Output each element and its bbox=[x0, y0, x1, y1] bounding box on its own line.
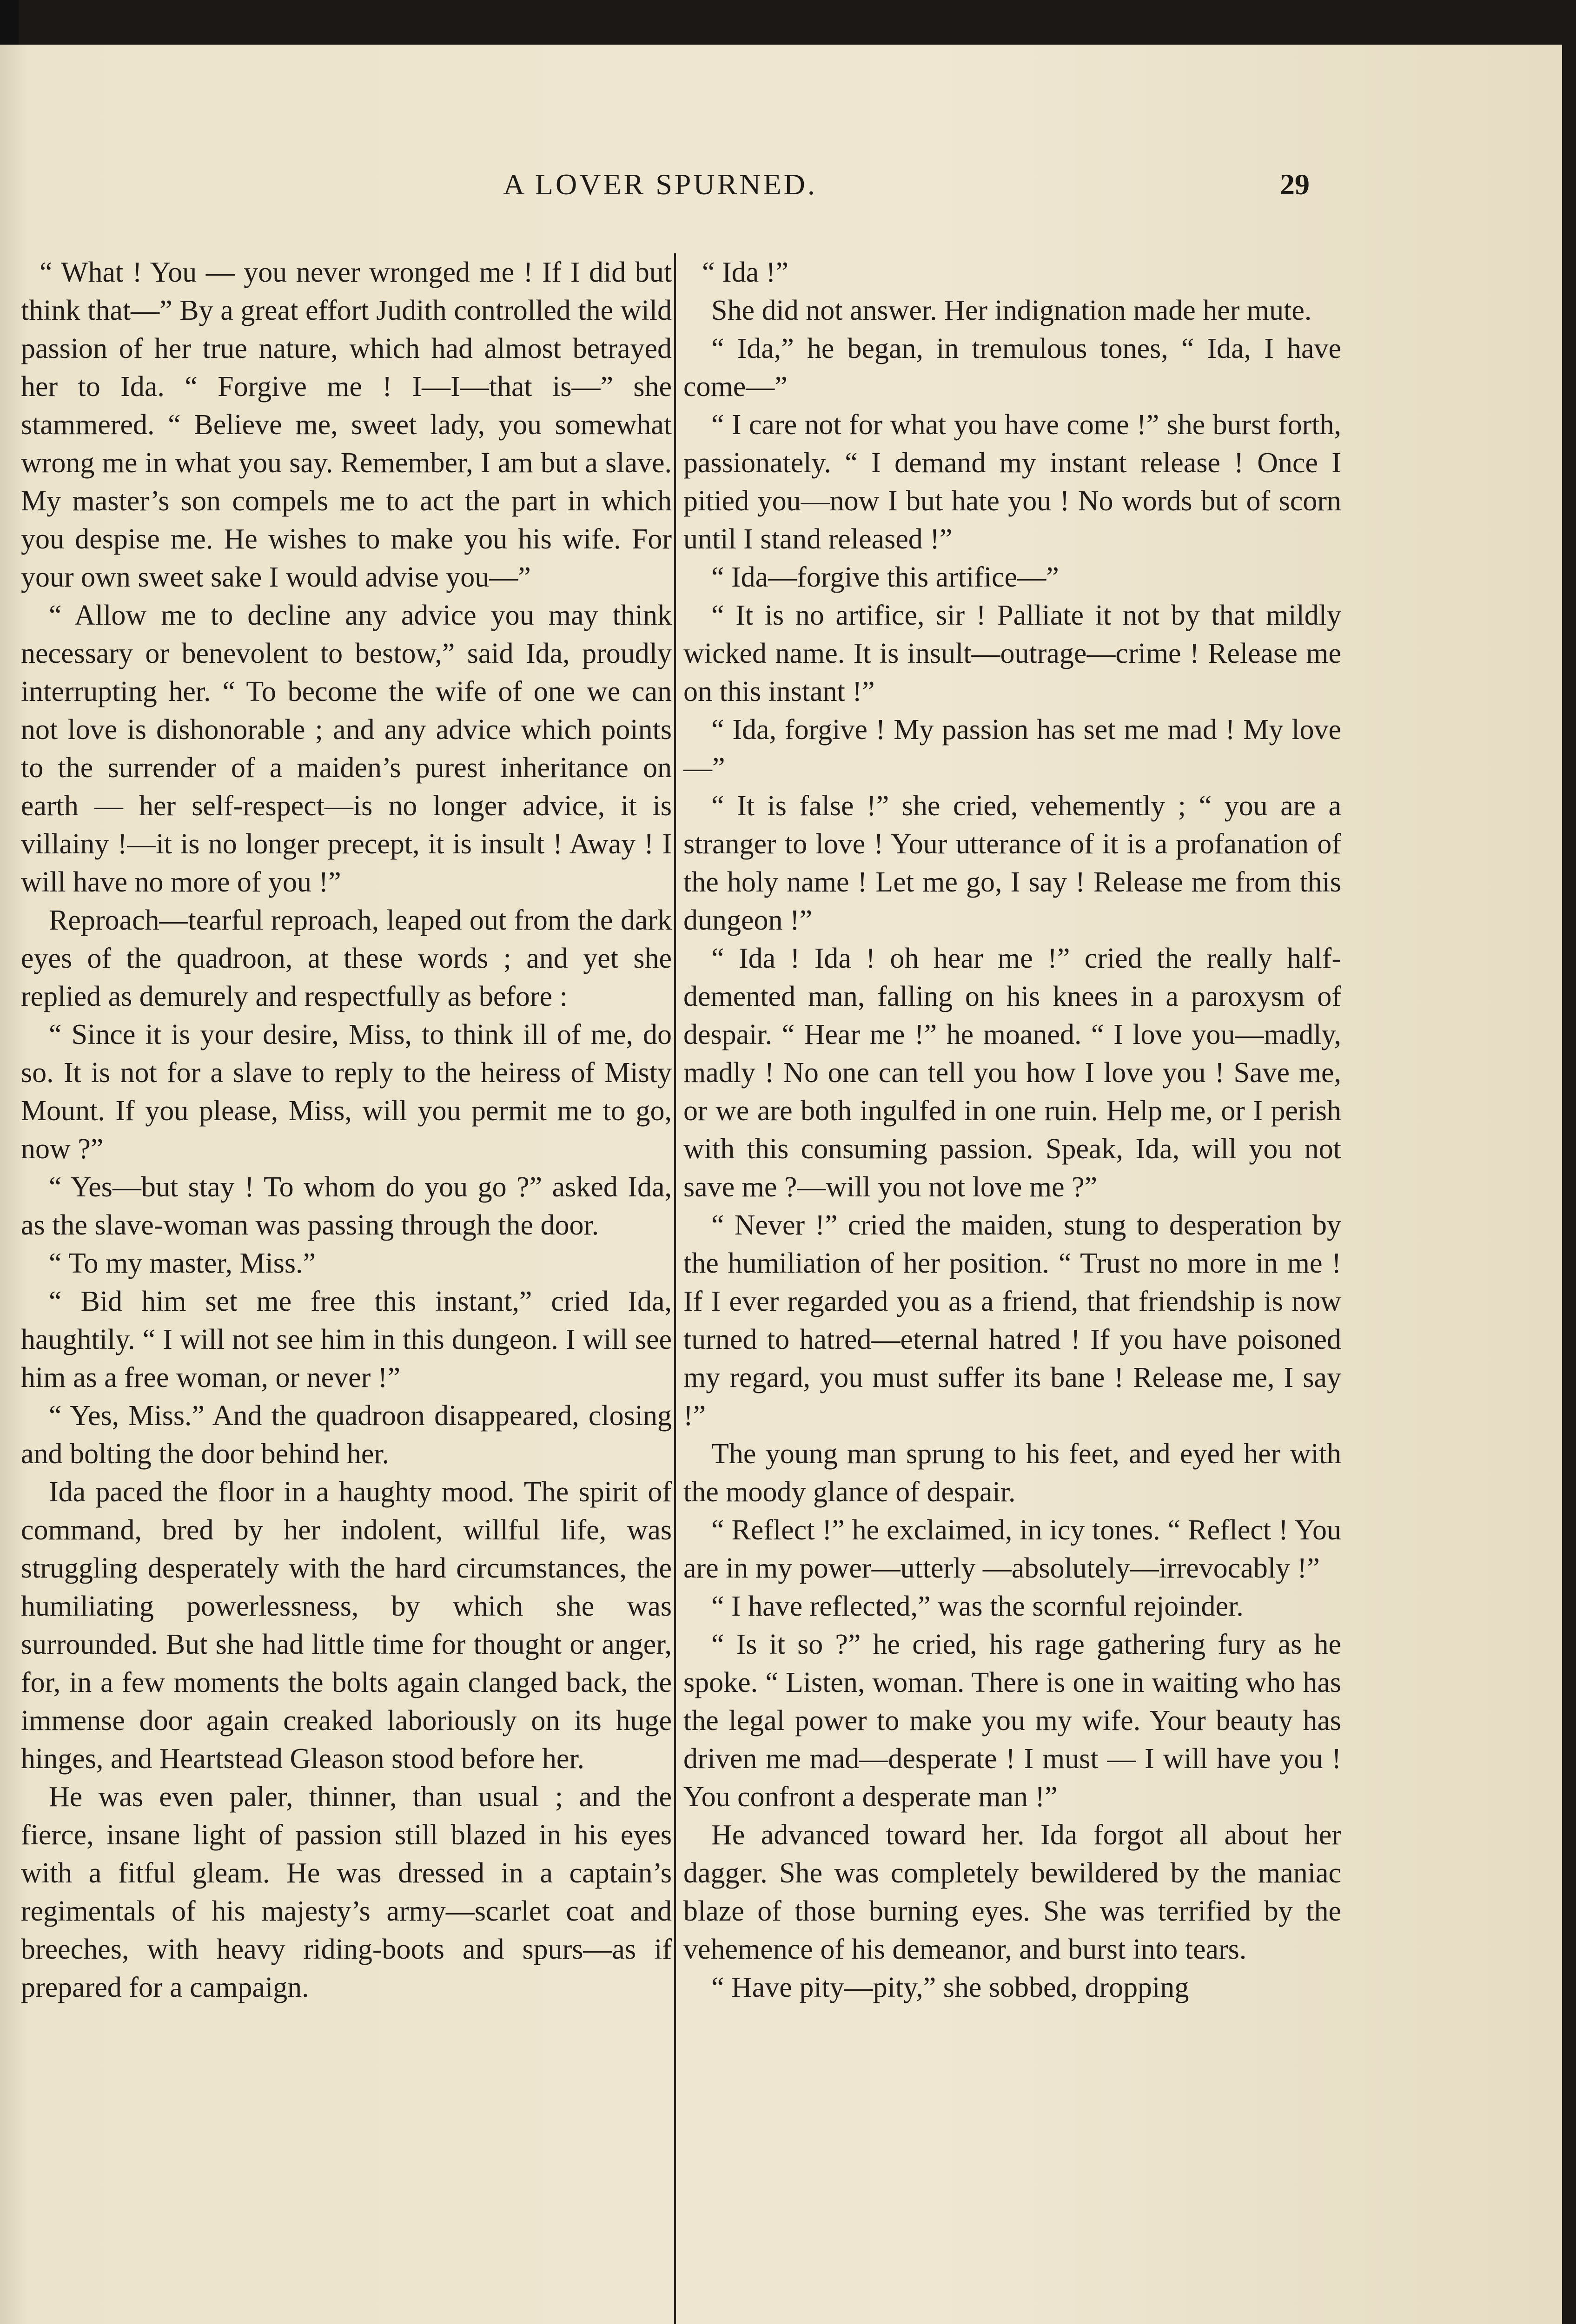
page-number: 29 bbox=[1280, 168, 1310, 201]
paragraph: He advanced toward her. Ida forgot all about her dagger. She was completely bewildered by the maniac blaze of those burning eyes. She was terrified by the vehemence of his demeanor, and burst into tears. bbox=[683, 1819, 1341, 1965]
column-divider bbox=[674, 253, 676, 2324]
paragraph: “ What ! You — you never wronged me ! If I did but think that—” By a great effort Judith controlled the wild passion of her true nature, which had almost betrayed her to Ida. “ Forgive me ! I—I—that is—” she stammered. “ Believe me, sweet lady, you somewhat wrong me in what you say. Remember, I am but a slave. My master’s son compels me to act the part in which you despise me. He wishes to make you his wife. For your own sweet sake I would advise you—” bbox=[21, 257, 672, 593]
paragraph: “ Never !” cried the maiden, stung to desperation by the humiliation of her position. “ Trust no more in me ! If I ever regarded you as a friend, that friendship is now turned to hatred—eternal hatred ! If you have poisoned my regard, you must suffer its bane ! Release me, I say !” bbox=[683, 1209, 1341, 1432]
paragraph: “ Allow me to decline any advice you may think necessary or benevolent to bestow,” said Ida, proudly interrupting her. “ To become the wife of one we can not love is dishonorable ; and any advice which points to the surrender of a maiden’s purest inheritance on earth — her self-respect—is no longer advice, it is villainy !—it is no longer precept, it is insult ! Away ! I will have no more of you !” bbox=[21, 600, 672, 898]
right-column bbox=[683, 253, 1341, 2007]
paragraph: “ Since it is your desire, Miss, to think ill of me, do so. It is not for a slave to reply to the heiress of Misty Mount. If you please, Miss, will you permit me to go, now ?” bbox=[21, 1019, 672, 1165]
paragraph: “ Ida, forgive ! My passion has set me mad ! My love—” bbox=[683, 714, 1341, 784]
paragraph: “ Ida !” bbox=[702, 257, 788, 288]
paragraph: “ Reflect !” he exclaimed, in icy tones. “ Reflect ! You are in my power—utterly —absolutely—irrevocably !” bbox=[683, 1514, 1341, 1584]
paragraph: “ It is no artifice, sir ! Palliate it not by that mildly wicked name. It is insult—outrage—crime ! Release me on this instant !” bbox=[683, 600, 1341, 707]
paragraph: “ Bid him set me free this instant,” cried Ida, haughtily. “ I will not see him in this dungeon. I will see him as a free woman, or never !” bbox=[21, 1286, 672, 1393]
paragraph: “ To my master, Miss.” bbox=[49, 1248, 316, 1279]
running-title: A LOVER SPURNED. bbox=[503, 168, 817, 201]
paragraph: “ I care not for what you have come !” she burst forth, passionately. “ I demand my instant release ! Once I pitied you—now I but hate you ! No words but of scorn until I stand released !” bbox=[683, 409, 1341, 555]
paragraph: “ It is false !” she cried, vehemently ; “ you are a stranger to love ! Your utterance of it is a profanation of the holy name ! Let me go, I say ! Release me from this dungeon !” bbox=[683, 790, 1341, 936]
paragraph: He was even paler, thinner, than usual ; and the fierce, insane light of passion still blazed in his eyes with a fitful gleam. He was dressed in a captain’s regimentals of his majesty’s army—scarlet coat and breeches, with heavy riding-boots and spurs—as if prepared for a campaign. bbox=[21, 1781, 672, 2003]
paragraph: “ Yes, Miss.” And the quadroon disappeared, closing and bolting the door behind her. bbox=[21, 1400, 672, 1470]
paragraph: The young man sprung to his feet, and eyed her with the moody glance of despair. bbox=[683, 1438, 1341, 1508]
paragraph: “ Ida ! Ida ! oh hear me !” cried the really half-demented man, falling on his knees in a paroxysm of despair. “ Hear me !” he moaned. “ I love you—madly, madly ! No one can tell you how I love you ! Save me, or we are both ingulfed in one ruin. Help me, or I perish with this consuming passion. Speak, Ida, will you not save me ?—will you not love me ?” bbox=[683, 943, 1341, 1203]
paragraph: “ Ida—forgive this artifice—” bbox=[711, 561, 1059, 593]
paragraph: “ I have reflected,” was the scornful rejoinder. bbox=[711, 1591, 1244, 1622]
left-column bbox=[21, 253, 672, 2007]
paragraph: “ Have pity—pity,” she sobbed, dropping bbox=[711, 1972, 1189, 2003]
paragraph: “ Is it so ?” he cried, his rage gathering fury as he spoke. “ Listen, woman. There is one in waiting who has the legal power to make you my wife. Your beauty has driven me mad—desperate ! I must — I will have you ! You confront a desperate man !” bbox=[683, 1629, 1341, 1813]
paragraph: Ida paced the floor in a haughty mood. The spirit of command, bred by her indolent, willful life, was struggling desperately with the hard circumstances, the humiliating powerlessness, by which she was surrounded. But she had little time for thought or anger, for, in a few moments the bolts again clanged back, the immense door again creaked laboriously on its huge hinges, and Heartstead Gleason stood before her. bbox=[21, 1476, 672, 1775]
paragraph: She did not answer. Her indignation made her mute. bbox=[711, 295, 1312, 326]
paragraph: Reproach—tearful reproach, leaped out from the dark eyes of the quadroon, at these words ; and yet she replied as demurely and respectfully as before : bbox=[21, 905, 672, 1012]
paragraph: “ Yes—but stay ! To whom do you go ?” asked Ida, as the slave-woman was passing through the door. bbox=[21, 1171, 672, 1241]
paragraph: “ Ida,” he began, in tremulous tones, “ Ida, I have come—” bbox=[683, 333, 1341, 403]
